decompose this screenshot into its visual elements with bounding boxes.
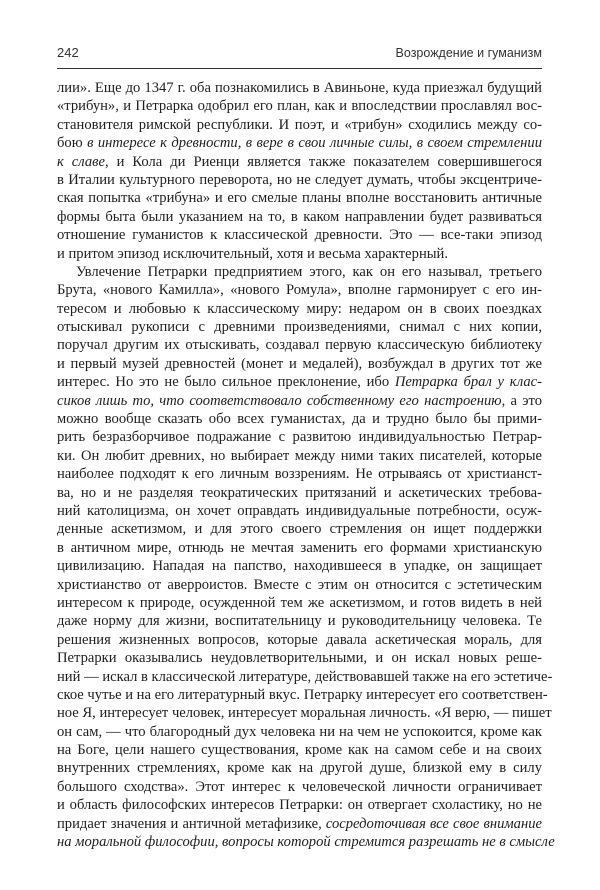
text-line: [57, 171, 542, 189]
text-line: [57, 134, 542, 152]
text-line: [57, 465, 542, 483]
text-run: в античном мире, отнюдь не мечтая заменить его формами христианскую: [57, 539, 542, 556]
header-rule: [57, 68, 542, 69]
text-line: [57, 373, 542, 391]
text-line: [57, 815, 542, 833]
text-run: денные аскетизмом, и для этого своего стремления он ищет поддержки: [57, 521, 542, 538]
text-line: [57, 226, 542, 244]
text-line: [57, 97, 542, 115]
italic-text: сосредоточивая все свое внимание: [325, 815, 542, 832]
text-run: отыскивал рукописи с древними произведениями, снимал с них копии,: [57, 319, 542, 336]
text-line: [57, 723, 542, 741]
text-run: рить безразборчивое подражание с развитою индивидуальностью Петрар-: [57, 429, 542, 446]
text-run: лии». Еще до 1347 г. оба познакомились в Авиньоне, куда приезжал будущий: [57, 80, 542, 96]
italic-text: Петрарка брал у клас-: [394, 374, 542, 391]
text-line: [57, 355, 542, 373]
text-run: , а это: [501, 392, 542, 409]
text-line: [57, 612, 542, 630]
italic-text: сиков лишь то, что соответствовало собственному его настроению: [57, 392, 502, 409]
page-number: 242: [57, 45, 79, 60]
text-line: [57, 649, 542, 667]
body-text: [57, 79, 555, 851]
text-run: внутренних стремлениях, кроме как на другой душе, близкой ему в силу: [57, 760, 542, 777]
text-run: тересом и любовью к классическому миру: недаром он в своих поездках: [57, 300, 542, 317]
italic-text: к славе: [57, 153, 105, 170]
text-line: [57, 208, 542, 226]
text-line: [57, 263, 542, 281]
text-line: [57, 189, 542, 207]
text-run: ний — искал в классической литературе, действовавшей также на его эстетиче-: [57, 668, 553, 685]
text-line: [57, 778, 542, 796]
text-line: [57, 281, 542, 299]
text-run: Брута, «нового Камилла», «нового Ромула», вполне гармонирует с его ин-: [57, 282, 542, 299]
text-run: и область философских интересов Петрарки: он отвергает схоластику, но не: [57, 797, 542, 814]
text-run: ва, но и не разделяя теократических притязаний и аскетических требова-: [57, 484, 542, 501]
text-line: [57, 594, 542, 612]
text-line: [57, 116, 542, 134]
text-run: Увлечение Петрарки предприятием этого, как он его называл, третьего: [76, 263, 542, 280]
running-head: [57, 45, 542, 65]
text-line: [57, 539, 542, 557]
text-line: [57, 576, 542, 594]
text-line: [57, 668, 553, 686]
text-run: формы быта были указанием на то, в каком направлении будет развиваться: [57, 208, 542, 225]
text-line: [57, 759, 542, 777]
text-run: ское чутье и на его литературный вкус. Петрарку интересует его соответствен-: [57, 686, 548, 703]
text-run: «трибун», и Петрарка одобрил его план, как и впоследствии прославлял вос-: [57, 98, 542, 115]
text-run: христианство от аверроистов. Вместе с этим он относится с эстетическим: [57, 576, 542, 593]
text-line: [57, 833, 555, 851]
text-line: [57, 153, 542, 171]
text-line: [57, 502, 542, 520]
text-run: даже норму для жизни, воспитательницу и руководительницу человека. Те: [57, 613, 542, 630]
text-run: интерес. Но это не было сильное преклонение, ибо: [57, 374, 395, 391]
text-run: ний католицизма, он хочет оправдать индивидуальные потребности, осуж-: [57, 502, 542, 519]
text-line: [57, 686, 548, 704]
text-run: поручал другим их отыскивать, создавал первую классическую библиотеку: [57, 337, 542, 354]
text-run: интересом к природе, осужденной тем же аскетизмом, и готов видеть в ней: [57, 594, 542, 611]
text-line: [57, 796, 542, 814]
italic-text: в интересе к древности, в вере в свои личные силы, в своем стремлении: [87, 135, 543, 152]
text-run: ская попытка «трибуна» и его смелые планы вполне восстановить античные: [57, 190, 542, 207]
text-line: [57, 79, 542, 97]
text-run: , и Кола ди Риенци является также показателем совершившегося: [104, 153, 543, 170]
text-line: [57, 318, 542, 336]
text-line: [57, 336, 542, 354]
text-run: он сам, — что благородный дух человека ни на чем не успокоится, кроме как: [57, 723, 542, 740]
text-line: [57, 392, 542, 410]
text-line: [57, 447, 542, 465]
text-run: решения жизненных вопросов, которые давала аскетическая мораль, для: [57, 631, 542, 648]
text-line: [57, 245, 542, 263]
text-run: Петрарки оказывались неудовлетворительными, и он искал новых реше-: [57, 650, 542, 667]
text-run: и первый музей древностей (монет и медалей), возбуждал в других тот же: [57, 355, 542, 372]
text-run: ки. Он любит древних, но выбирает между ними таких писателей, которые: [57, 447, 542, 464]
text-line: [57, 631, 542, 649]
text-run: в Италии культурного переворота, но не следует думать, чтобы эксцентриче-: [57, 171, 542, 188]
text-run: на Боге, цели нашего существования, кроме как на самом себе и на своих: [57, 742, 542, 759]
text-line: [57, 704, 552, 722]
text-run: большого сходства». Этот интерес к человеческой личности ограничивает: [57, 778, 542, 795]
text-line: [57, 300, 542, 318]
text-run: и притом эпизод исключительный, хотя и весьма характерный.: [57, 245, 449, 262]
text-line: [57, 410, 542, 428]
text-line: [57, 428, 542, 446]
text-run: можно вообще сказать обо всех гуманистах, да и трудно было бы прими-: [57, 411, 542, 428]
italic-text: на моральной философии, вопросы которой стремится разрешать не в смысле: [57, 834, 555, 851]
text-run: цивилизацию. Нападая на папство, находившееся в упадке, он защищает: [57, 558, 542, 575]
text-run: бою: [57, 135, 88, 152]
text-run: отношение гуманистов к классической древности. Это — все-таки эпизод: [57, 227, 542, 244]
text-line: [57, 520, 542, 538]
text-run: становителя римской республики. И поэт, и «трибун» сходились между со-: [57, 116, 542, 133]
text-run: придает значения и античной метафизике,: [57, 815, 326, 832]
text-line: [57, 741, 542, 759]
section-title: Возрождение и гуманизм: [395, 46, 542, 60]
text-run: ное Я, интересует человек, интересует моральная личность. «Я верю, — пишет: [57, 705, 552, 722]
text-line: [57, 557, 542, 575]
text-run: наиболее подходят к его личным воззрениям. Не отрываясь от христианст-: [57, 466, 542, 483]
text-line: [57, 484, 542, 502]
